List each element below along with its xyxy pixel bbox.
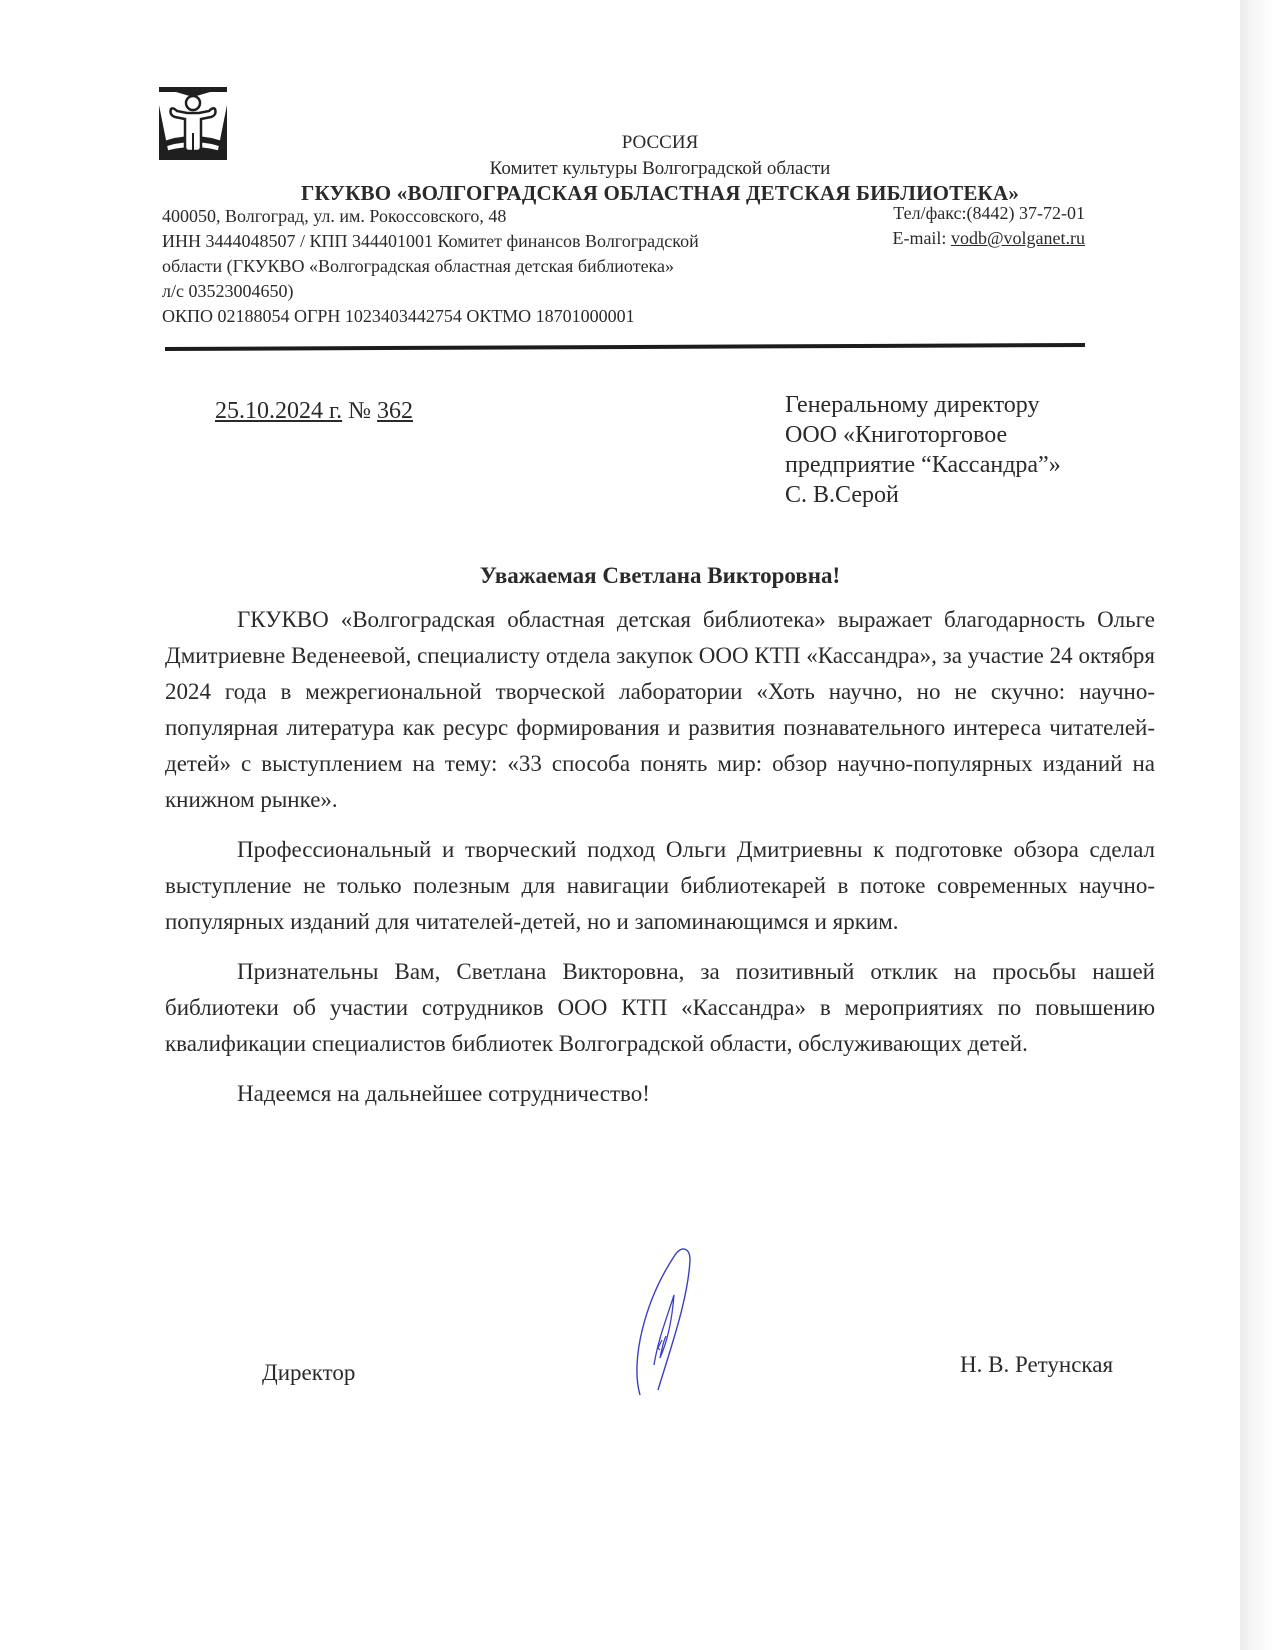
paragraph-closing: Надеемся на дальнейшее сотрудничество! — [237, 1081, 650, 1106]
email-label: E-mail: — [892, 228, 951, 248]
requisites-codes: ОКПО 02188054 ОГРН 1023403442754 ОКТМО 18701000001 — [162, 306, 635, 326]
email-link[interactable]: vodb@volganet.ru — [950, 228, 1085, 248]
requisites-address: 400050, Волгоград, ул. им. Рокоссовского, 48 — [162, 206, 507, 226]
handwritten-signature-icon — [600, 1240, 710, 1400]
requisites-account: л/с 03523004650) — [162, 281, 294, 301]
signatory-name: Н. В. Ретунская — [960, 1352, 1114, 1377]
addressee-company-line1: ООО «Книготорговое — [785, 422, 1008, 448]
outgoing-reference — [215, 398, 413, 425]
phone-fax: Тел/факс:(8442) 37-72-01 — [893, 203, 1085, 223]
requisites-account-holder: области (ГКУКВО «Волгоградская областная детская библиотека» — [162, 256, 675, 276]
salutation: Уважаемая Светлана Викторовна! — [479, 563, 841, 588]
paragraph-gratitude: ГКУКВО «Волгоградская областная детская библиотека» выражает благодарность Ольге Дмитриевне Веденеевой, специалисту отдела закупок ООО КТП «Кассандра», за участие 24 октября 2024 года в межрегиональной творческой лаборатории «Хоть научно, но не скучно: научно-популярная литература как ресурс формирования и развития познавательного интереса читателей-детей» с выступлением на тему: «33 способа понять мир: обзор научно-популярных изданий на книжном рынке». — [165, 607, 1155, 812]
paragraph-approach: Профессиональный и творческий подход Ольги Дмитриевны к подготовке обзора сделал выступление не только полезным для навигации библиотекарей в потоке современных научно-популярных изданий для читателей-детей, но и запоминающимся и ярким. — [165, 837, 1155, 934]
requisites-inn: ИНН 3444048507 / КПП 344401001 Комитет финансов Волгоградской — [162, 231, 699, 251]
outgoing-date: 25.10.2024 г. — [215, 398, 343, 424]
email-line — [830, 228, 1085, 249]
addressee-position: Генеральному директору — [785, 392, 1040, 418]
signatory-role: Директор — [262, 1360, 356, 1385]
scanned-page-edge — [1240, 0, 1275, 1650]
country-label: РОССИЯ — [621, 132, 699, 153]
addressee-company-line2: предприятие “Кассандра”» — [785, 452, 1061, 478]
paragraph-thanks: Признательны Вам, Светлана Викторовна, за позитивный отклик на просьбы нашей библиотеки об участии сотрудников ООО КТП «Кассандра» в мероприятиях по повышению квалификации специалистов библиотек Волгоградской области, обслуживающих детей. — [165, 959, 1155, 1056]
number-sign: № — [348, 398, 372, 424]
outgoing-number: 362 — [377, 398, 414, 424]
letter-body — [165, 602, 1155, 1126]
header-divider — [165, 343, 1085, 351]
addressee-name: С. В.Серой — [785, 482, 899, 508]
committee-label: Комитет культуры Волгоградской области — [489, 158, 831, 179]
organization-title: ГКУКВО «ВОЛГОГРАДСКАЯ ОБЛАСТНАЯ ДЕТСКАЯ БИБЛИОТЕКА» — [300, 181, 1020, 205]
